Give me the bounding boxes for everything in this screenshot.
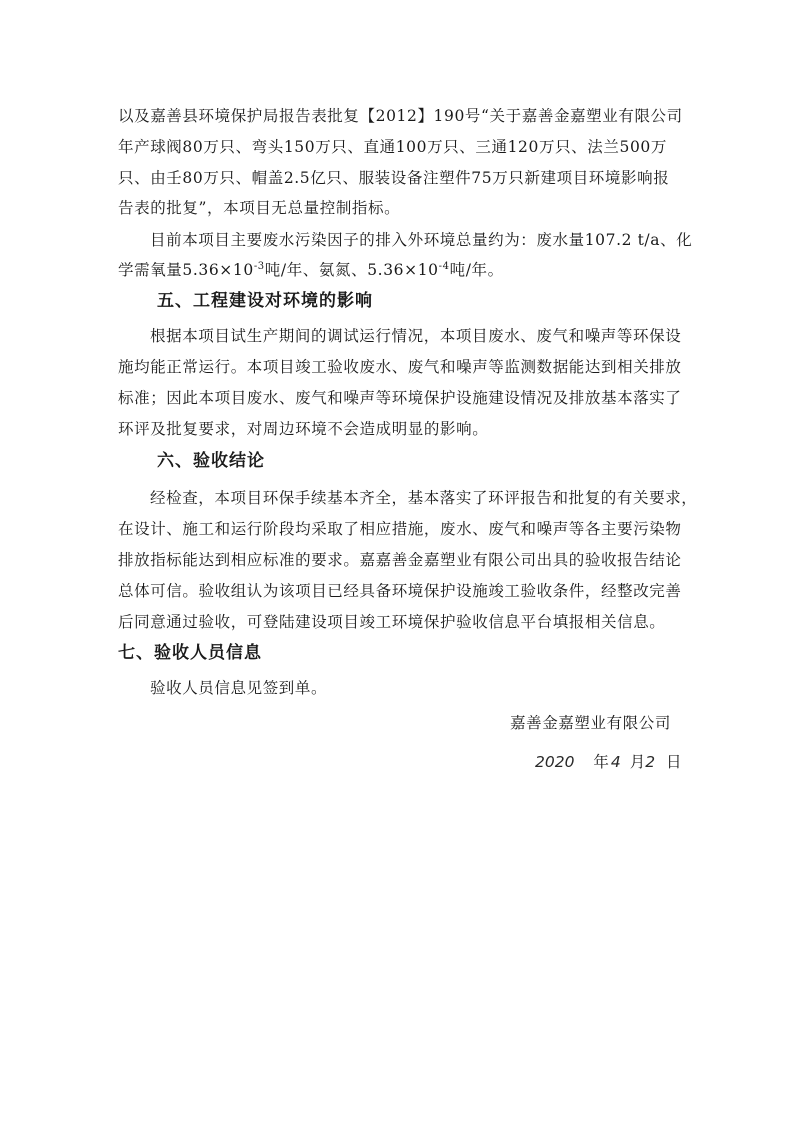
section-6-line-2: 在设计、施工和运行阶段均采取了相应措施，废水、废气和噪声等各主要污染物 <box>118 520 682 538</box>
section-7-heading: 七、验收人员信息 <box>118 643 262 663</box>
intro-line-3: 只、由壬80万只、帽盖2.5亿只、服装设备注塑件75万只新建项目环境影响报 <box>118 169 670 187</box>
section-7-line-1: 验收人员信息见签到单。 <box>150 679 328 697</box>
intro-line-2: 年产球阀80万只、弯头150万只、直通100万只、三通120万只、法兰500万 <box>118 138 667 156</box>
handwritten-year: 2020 <box>535 753 575 771</box>
section-6-heading: 六、验收结论 <box>157 451 265 471</box>
cod-exponent: -3 <box>253 260 265 272</box>
cod-text: 学需氧量5.36×10 <box>118 261 254 279</box>
handwritten-day: 2 <box>645 753 656 771</box>
intro-line-6 <box>118 260 504 280</box>
section-6-line-5: 后同意通过验收，可登陆建设项目竣工环境保护验收信息平台填报相关信息。 <box>118 613 666 631</box>
intro-line-4: 告表的批复”，本项目无总量控制指标。 <box>118 199 401 217</box>
ammonia-exponent: -4 <box>438 260 450 272</box>
signature-company: 嘉善金嘉塑业有限公司 <box>510 714 672 732</box>
year-unit: 年 <box>593 753 609 771</box>
section-6-line-3: 排放指标能达到相应标准的要求。嘉嘉善金嘉塑业有限公司出具的验收报告结论 <box>118 551 682 569</box>
intro-line-5: 目前本项目主要废水污染因子的排入外环境总量约为：废水量107.2 t/a、化 <box>150 231 693 249</box>
signature-date <box>535 750 682 772</box>
section-5-line-2: 施均能正常运行。本项目竣工验收废水、废气和噪声等监测数据能达到相关排放 <box>118 358 682 376</box>
section-5-line-1: 根据本项目试生产期间的调试运行情况，本项目废水、废气和噪声等环保设 <box>150 327 682 345</box>
section-6-line-4: 总体可信。验收组认为该项目已经具备环境保护设施竣工验收条件，经整改完善 <box>118 582 682 600</box>
unit-text: 吨/年。 <box>449 261 504 279</box>
month-unit: 月 <box>629 753 646 771</box>
section-5-line-3: 标准；因此本项目废水、废气和噪声等环境保护设施建设情况及排放基本落实了 <box>118 389 682 407</box>
handwritten-month: 4 <box>610 753 621 771</box>
section-5-heading: 五、工程建设对环境的影响 <box>157 291 373 311</box>
section-5-line-4: 环评及批复要求，对周边环境不会造成明显的影响。 <box>118 420 489 438</box>
section-6-line-1: 经检查，本项目环保手续基本齐全，基本落实了环评报告和批复的有关要求， <box>150 489 698 507</box>
ammonia-text: 吨/年、氨氮、5.36×10 <box>264 261 439 279</box>
intro-line-1: 以及嘉善县环境保护局报告表批复【2012】190号“关于嘉善金嘉塑业有限公司 <box>118 107 683 125</box>
day-unit: 日 <box>666 753 682 771</box>
